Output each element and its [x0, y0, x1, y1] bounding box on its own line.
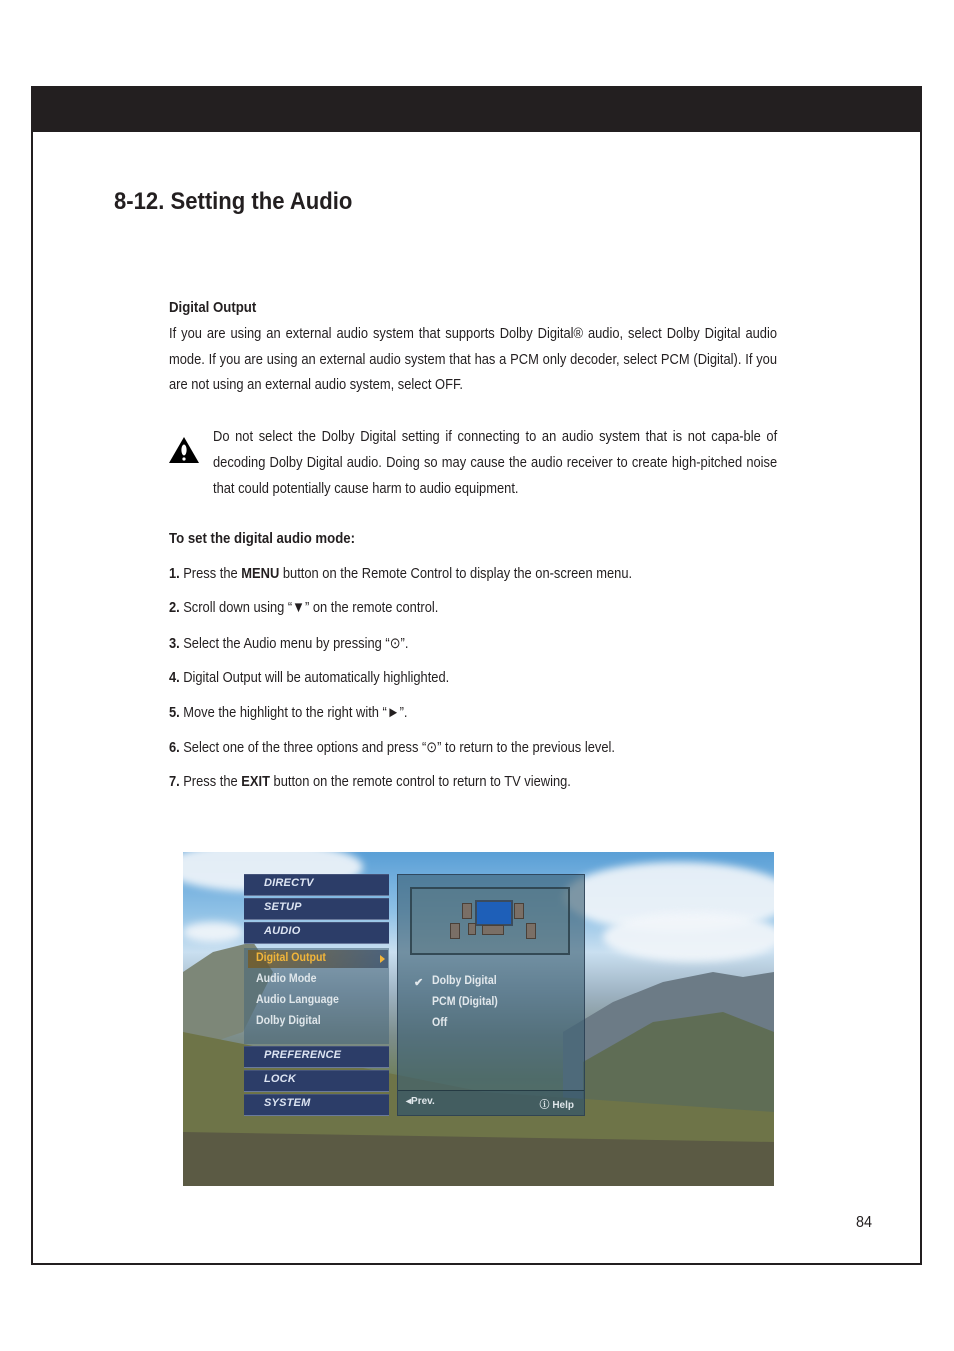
options-panel	[397, 874, 585, 1116]
speaker-setup-preview	[410, 887, 570, 955]
option-dolby-digital[interactable]: Dolby Digital	[432, 975, 497, 987]
page-number: 84	[856, 1214, 873, 1231]
help-button[interactable]: ⓘ Help	[539, 1100, 574, 1111]
warning-paragraph	[213, 424, 777, 502]
warning-text: Do not select the Dolby Digital setting if connecting to an audio system that is not capa-ble of decoding Dolby Digital audio. Doing so may cause the audio receiver to create high-pitched noise that could potentially cause harm to audio equipment.	[213, 428, 778, 497]
step-1: 1. Press the MENU button on the Remote Control to display the on-screen menu.	[169, 565, 633, 582]
speaker-icon	[514, 903, 524, 919]
speaker-icon	[526, 923, 536, 939]
digital-output-heading: Digital Output	[169, 299, 257, 316]
menu-category-system[interactable]: SYSTEM	[244, 1094, 389, 1116]
menu-category-lock[interactable]: LOCK	[244, 1070, 389, 1092]
menu-item-audio-language[interactable]: Audio Language	[256, 994, 339, 1006]
submenu-arrow-icon	[380, 955, 385, 963]
main-menu	[244, 874, 389, 1116]
menu-item-dolby-digital[interactable]: Dolby Digital	[256, 1015, 321, 1027]
step-5: 5. Move the highlight to the right with “►”.	[169, 704, 408, 721]
digital-output-text: If you are using an external audio system that supports Dolby Digital® audio, select Dolby Digital audio mode. If you are using an external audio system that has a PCM only decoder, select PCM (Digital). If you are not using an external audio system, select OFF.	[169, 325, 778, 393]
section-title: 8-12. Setting the Audio	[114, 188, 353, 215]
speaker-icon	[462, 903, 472, 919]
prev-button[interactable]: ◂Prev.	[406, 1096, 435, 1107]
menu-item-audio-mode[interactable]: Audio Mode	[256, 973, 317, 985]
checkmark-icon: ✔	[414, 977, 424, 989]
speaker-icon	[450, 923, 460, 939]
step-6: 6. Select one of the three options and press “⊙” to return to the previous level.	[169, 739, 615, 756]
step-4: 4. Digital Output will be automatically highlighted.	[169, 669, 450, 686]
procedure-heading: To set the digital audio mode:	[169, 530, 356, 547]
exit-button-label: EXIT	[241, 773, 270, 790]
options-footer	[398, 1090, 584, 1115]
step-2: 2. Scroll down using “▼” on the remote control.	[169, 599, 439, 616]
step-7: 7. Press the EXIT button on the remote control to return to TV viewing.	[169, 773, 571, 790]
audio-submenu	[244, 948, 389, 1044]
option-off[interactable]: Off	[432, 1017, 448, 1029]
menu-category-audio[interactable]: AUDIO	[244, 922, 389, 944]
menu-category-directv[interactable]: DIRECTV	[244, 874, 389, 896]
tv-menu-screenshot	[183, 852, 774, 1186]
step-3: 3. Select the Audio menu by pressing “⊙”.	[169, 635, 409, 652]
menu-item-digital-output[interactable]: Digital Output	[256, 952, 326, 964]
digital-output-paragraph	[169, 321, 777, 398]
menu-category-setup[interactable]: SETUP	[244, 898, 389, 920]
menu-button-label: MENU	[241, 565, 280, 582]
warning-triangle-icon	[168, 436, 200, 464]
option-pcm-digital[interactable]: PCM (Digital)	[432, 996, 498, 1008]
center-speaker-icon	[482, 925, 504, 935]
menu-category-preference[interactable]: PREFERENCE	[244, 1046, 389, 1068]
tv-icon	[475, 900, 513, 926]
speaker-icon	[468, 923, 476, 935]
